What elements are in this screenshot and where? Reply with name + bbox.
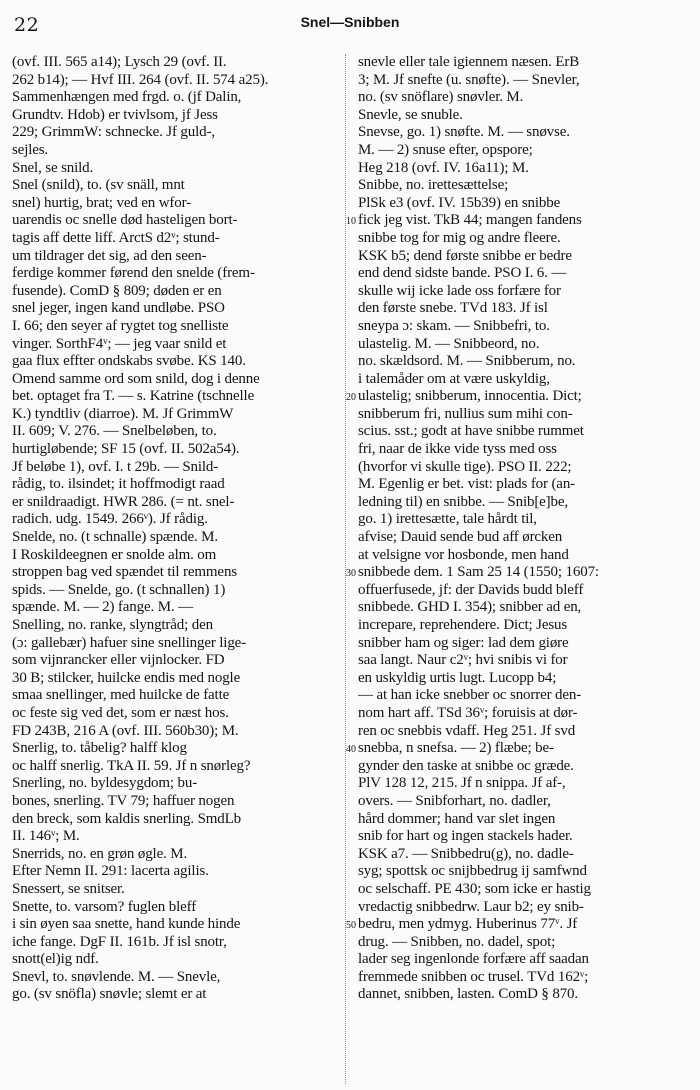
text-line: oc halff snerlig. TkA II. 59. Jf n snørleg? — [12, 757, 251, 774]
text-line: snel jeger, ingen kand undløbe. PSO — [12, 300, 225, 317]
text-line: spids. — Snelde, go. (t schnallen) 1) — [12, 581, 226, 598]
text-line: stroppen bag ved spændet til remmens — [12, 564, 237, 581]
text-line: fick jeg vist. TkB 44; mangen fandens — [358, 212, 582, 229]
text-line: (ovf. III. 565 a14); Lysch 29 (ovf. II. — [12, 54, 227, 70]
text-line: snebba, n snefsa. — 2) flæbe; be- — [358, 740, 554, 757]
text-line: snibbede. GHD I. 354); snibber ad en, — [358, 599, 582, 616]
text-line: Snelling, no. ranke, slyngtråd; den — [12, 617, 213, 633]
text-line: fremmede snibben oc trusel. TVd 162ᵛ; — [358, 968, 589, 985]
text-line: 3; M. Jf snefte (u. snøfte). — Snevler, — [358, 71, 580, 88]
text-line: snott(el)ig ndf. — [12, 951, 99, 968]
text-line: Snelde, no. (t schnalle) spænde. M. — [12, 529, 218, 546]
text-line: iche fange. DgF II. 161b. Jf isl snotr, — [12, 933, 227, 950]
text-line: rådig, to. ilsindet; it hoffmodigt raad — [12, 476, 225, 493]
text-line: nom hart aff. TSd 36ᵛ; foruisis at dør- — [358, 704, 578, 721]
text-line: er snildraadigt. HWR 286. (= nt. snel- — [12, 493, 235, 510]
text-line: (ɔ: gallebær) hafuer sine snellinger lige- — [12, 634, 247, 651]
text-line: Snibbe, no. irettesættelse; — [358, 177, 509, 194]
text-line: end dend sidste bande. PSO I. 6. — — [358, 265, 567, 282]
text-line: go. (sv snöfla) snøvle; slemt er at — [12, 986, 207, 1003]
text-line: radich. udg. 1549. 266ᵛ). Jf rådig. — [12, 511, 208, 528]
text-line: PlSk e3 (ovf. IV. 15b39) en snibbe — [358, 194, 561, 211]
text-line: PlV 128 12, 215. Jf n snippa. Jf af-, — [358, 775, 566, 792]
text-line: den første snebe. TVd 183. Jf isl — [358, 300, 548, 317]
text-line: um tildrager det sig, ad den seen- — [12, 247, 207, 264]
text-line: Omend samme ord som snild, dog i denne — [12, 370, 260, 387]
text-line: fri, naar de ikke vide tyss med oss — [358, 441, 557, 458]
text-line: ulastelig. M. — Snibbeord, no. — [358, 335, 540, 352]
text-line: no. (sv snöflare) snøvler. M. — [358, 89, 524, 106]
text-line: Snevse, go. 1) snøfte. M. — snøvse. — [358, 124, 570, 141]
text-line: snibbe tog for mig og andre fleere. — [358, 229, 561, 246]
text-line: gynder den taske at snibbe oc græde. — [358, 757, 574, 774]
text-line: FD 243B, 216 A (ovf. III. 560b30); M. — [12, 722, 239, 739]
text-line: ren oc snebbis vdaff. Heg 251. Jf svd — [358, 722, 576, 739]
text-line: 229; GrimmW: schnecke. Jf guld-, — [12, 124, 215, 141]
text-line: fusende). ComD § 809; døden er en — [12, 282, 222, 299]
text-line: hurtigløbende; SF 15 (ovf. II. 502a54). — [12, 441, 240, 458]
right-column — [358, 54, 690, 1086]
text-line: sejles. — [12, 141, 49, 158]
text-line: snibberum fri, nullius sum mihi con- — [358, 405, 573, 422]
text-line: gaa flux effter ondskabs svøbe. KS 140. — [12, 353, 246, 370]
text-line: go. 1) irettesætte, tale hårdt til, — [358, 511, 537, 528]
text-line: en uskyldig urtis lugt. Lucopp b4; — [358, 669, 557, 686]
text-line: Snel (snild), to. (sv snäll, mnt — [12, 177, 185, 194]
running-head: Snel—Snibben — [300, 14, 400, 30]
text-line: vinger. SorthF4ᵛ; — jeg vaar snild et — [12, 335, 227, 352]
text-line: saa langt. Naur c2ᵛ; hvi snibis vi for — [358, 652, 568, 669]
text-line: Snerling, no. byldesygdom; bu- — [12, 775, 198, 792]
text-line: Heg 218 (ovf. IV. 16a11); M. — [358, 159, 529, 176]
text-line: II. 146ᵛ; M. — [12, 828, 80, 845]
text-line: snel) hurtig, brat; ved en wfor- — [12, 194, 192, 211]
text-line: snib for hart og ingen stackels hader. — [358, 828, 573, 845]
text-line: uarendis oc snelle død hasteligen bort- — [12, 212, 238, 229]
line-number-marker: 10 — [346, 216, 356, 228]
text-line: at velsigne vor hosbonde, men hand — [358, 546, 569, 563]
text-line: Efter Nemn II. 291: lacerta agilis. — [12, 863, 209, 880]
text-line: ulastelig; snibberum, innocentia. Dict; — [358, 388, 582, 405]
text-line: 262 b14); — Hvf III. 264 (ovf. II. 574 a25). — [12, 71, 269, 88]
text-line: drug. — Snibben, no. dadel, spot; — [358, 933, 556, 950]
text-line: i sin øyen saa snette, hand kunde hinde — [12, 916, 241, 933]
text-line: bedru, men ydmyg. Huberinus 77ᵛ. Jf — [358, 916, 578, 933]
text-line: offuerfusede, jf: der Davids budd bleff — [358, 581, 584, 598]
text-line: hård dommer; hand var slet ingen — [358, 810, 556, 827]
text-line: KSK b5; dend første snibbe er bedre — [358, 247, 572, 264]
text-line: Jf beløbe 1), ovf. I. t 29b. — Snild- — [12, 458, 219, 475]
text-line: Snerlig, to. tåbelig? halff klog — [12, 740, 187, 757]
text-line: 30 B; stilcker, huilcke endis med nogle — [12, 669, 241, 686]
text-line: Grundtv. Hdob) er tvivlsom, jf Jess — [12, 106, 218, 123]
line-number-margin — [334, 54, 358, 1086]
text-line: dannet, snibben, lasten. ComD § 870. — [358, 986, 578, 1003]
text-line: ferdige kommer førend den snelde (frem- — [12, 265, 255, 282]
line-number-marker: 40 — [346, 744, 356, 756]
text-line: sneypa ɔ: skam. — Snibbefri, to. — [358, 317, 550, 334]
text-line: I. 66; den seyer af rygtet tog snelliste — [12, 317, 229, 334]
text-line: no. skældsord. M. — Snibberum, no. — [358, 353, 576, 370]
text-line: snibber ham og siger: lad dem giøre — [358, 634, 569, 651]
text-line: Snerrids, no. en grøn øgle. M. — [12, 845, 188, 862]
text-line: skulle wij icke lade oss forfære for — [358, 282, 561, 299]
text-line: snibbede dem. 1 Sam 25 14 (1550; 1607: — [358, 564, 599, 581]
text-line: syg; spottsk oc snijbbedrug ij samfwnd — [358, 863, 587, 880]
text-line: scius. sst.; godt at have snibbe rummet — [358, 423, 584, 440]
text-line: smaa snellinger, med huilcke de fatte — [12, 687, 230, 704]
text-line: oc feste sig ved det, som er næst hos. — [12, 704, 229, 721]
text-line: I Roskildeegnen er snolde alm. om — [12, 546, 217, 563]
left-column — [12, 54, 342, 1086]
line-number-marker: 20 — [346, 392, 356, 404]
text-line: som vijnrancker eller vijnlocker. FD — [12, 652, 225, 669]
text-line: i talemåder om at være uskyldig, — [358, 370, 550, 387]
text-line: K.) tyndtliv (diarroe). M. Jf GrimmW — [12, 405, 234, 422]
text-line: M. — 2) snuse efter, opspore; — [358, 141, 533, 158]
text-line: increpare, reprehendere. Dict; Jesus — [358, 617, 568, 633]
text-line: oc selschaff. PE 430; som icke er hastig — [358, 880, 591, 897]
text-line: — at han icke snebber oc snorrer den- — [358, 687, 582, 704]
text-line: Snette, to. varsom? fuglen bleff — [12, 898, 197, 915]
text-line: vredactig snibbedrw. Laur b2; ey snib- — [358, 898, 584, 915]
text-line: Snel, se snild. — [12, 159, 94, 176]
text-line: II. 609; V. 276. — Snelbeløben, to. — [12, 423, 217, 440]
text-line: Snessert, se snitser. — [12, 880, 125, 897]
text-line: tagis aff dette liff. ArctS d2ᵛ; stund- — [12, 229, 220, 246]
text-line: ledning til) en snibbe. — Snib[e]be, — [358, 493, 568, 510]
text-line: KSK a7. — Snibbedru(g), no. dadle- — [358, 845, 574, 862]
text-line: snevle eller tale igiennem næsen. ErB — [358, 54, 580, 70]
text-line: M. Egenlig er bet. vist: plads for (an- — [358, 476, 576, 493]
text-line: Snevle, se snuble. — [358, 106, 463, 123]
text-line: spænde. M. — 2) fange. M. — — [12, 599, 193, 616]
text-line: overs. — Snibforhart, no. dadler, — [358, 792, 551, 809]
text-line: den breck, som kaldis snerling. SmdLb — [12, 810, 242, 827]
text-line: afvise; Dauid sende bud aff ørcken — [358, 529, 563, 546]
page-number: 22 — [14, 14, 40, 36]
line-number-marker: 30 — [346, 568, 356, 580]
text-line: Sammenhængen med frgd. o. (jf Dalin, — [12, 89, 242, 106]
page-header — [0, 0, 700, 44]
line-number-marker: 50 — [346, 920, 356, 932]
text-line: (hvorfor vi skulle tige). PSO II. 222; — [358, 458, 572, 475]
text-line: bet. optaget fra T. — s. Katrine (tschnelle — [12, 388, 255, 405]
text-line: lader seg ingenlonde forfære aff saadan — [358, 951, 589, 968]
text-line: bones, snerling. TV 79; haffuer nogen — [12, 792, 235, 809]
text-line: Snevl, to. snøvlende. M. — Snevle, — [12, 968, 221, 985]
